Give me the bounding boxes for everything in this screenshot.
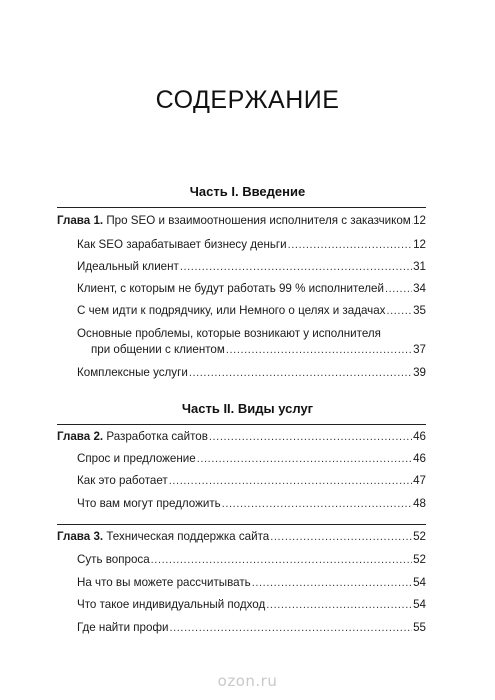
leader-dots bbox=[226, 343, 412, 357]
part-2-title: Часть II. Виды услуг bbox=[181, 401, 314, 416]
toc-item[interactable]: Как SEO зарабатывает бизнесу деньги ..... 12 bbox=[77, 238, 426, 252]
leader-dots bbox=[385, 282, 412, 296]
toc-item[interactable]: Комплексные услуги ..... 39 bbox=[77, 366, 426, 380]
chapter-3-rule bbox=[57, 524, 426, 525]
toc-item-line1[interactable]: Основные проблемы, которые возникают у исполнителя bbox=[77, 327, 381, 340]
leader-dots bbox=[222, 497, 412, 511]
chapter-3-label: Глава 3. Техническая поддержка сайта bbox=[57, 530, 270, 543]
leader-dots bbox=[197, 452, 412, 466]
leader-dots bbox=[169, 474, 412, 488]
toc-item[interactable]: Где найти профи ..... 55 bbox=[77, 621, 426, 635]
chapter-1-page: 12 bbox=[413, 214, 426, 227]
leader-dots bbox=[169, 621, 412, 635]
chapter-1-entry[interactable] bbox=[57, 214, 426, 228]
toc-item[interactable]: Что вам могут предложить ..... 48 bbox=[77, 497, 426, 511]
leader-dots bbox=[288, 238, 412, 252]
toc-item[interactable]: С чем идти к подрядчику, или Немного о целях и задачах ..... 35 bbox=[77, 304, 426, 318]
chapter-3-entry[interactable] bbox=[57, 530, 426, 544]
part-1-rule bbox=[57, 207, 426, 208]
toc-item[interactable]: На что вы можете рассчитывать ..... 54 bbox=[77, 576, 426, 590]
ozon-watermark: ozon.ru bbox=[217, 672, 278, 690]
toc-item[interactable]: Идеальный клиент ..... 31 bbox=[77, 260, 426, 274]
toc-item[interactable]: при общении с клиентом ..... 37 bbox=[91, 343, 426, 357]
toc-item[interactable]: Суть вопроса ..... 52 bbox=[77, 553, 426, 567]
chapter-2-entry[interactable] bbox=[57, 430, 426, 444]
leader-dots bbox=[209, 430, 412, 444]
toc-item[interactable]: Как это работает ..... 47 bbox=[77, 474, 426, 488]
leader-dots bbox=[266, 598, 412, 612]
leader-dots bbox=[189, 366, 412, 380]
part-1-title: Часть I. Введение bbox=[189, 184, 306, 199]
page-title: СОДЕРЖАНИЕ bbox=[155, 86, 340, 114]
chapter-2-page: 46 bbox=[413, 430, 426, 443]
chapter-3-page: 52 bbox=[413, 530, 426, 543]
leader-dots bbox=[180, 260, 412, 274]
chapter-2-label: Глава 2. Разработка сайтов bbox=[57, 430, 208, 443]
toc-item[interactable]: Что такое индивидуальный подход ..... 54 bbox=[77, 598, 426, 612]
leader-dots bbox=[151, 553, 412, 567]
chapter-1-label: Глава 1. Про SEO и взаимоотношения исполнителя с заказчиком bbox=[57, 214, 411, 227]
leader-dots bbox=[252, 576, 412, 590]
leader-dots bbox=[270, 530, 412, 544]
toc-item[interactable]: Клиент, с которым не будут работать 99 % исполнителей ..... 34 bbox=[77, 282, 426, 296]
toc-item[interactable]: Спрос и предложение ..... 46 bbox=[77, 452, 426, 466]
leader-dots bbox=[386, 304, 412, 318]
part-2-rule bbox=[57, 424, 426, 425]
